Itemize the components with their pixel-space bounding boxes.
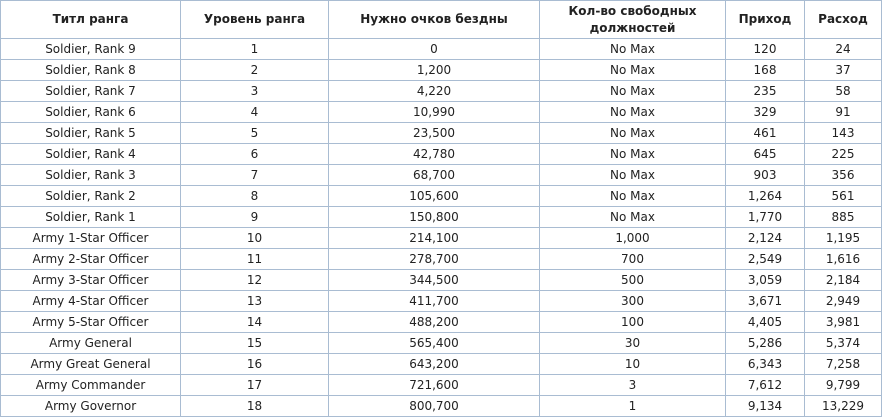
cell-income: 1,264 bbox=[726, 186, 805, 207]
cell-abyss-points: 214,100 bbox=[329, 228, 540, 249]
cell-income: 645 bbox=[726, 144, 805, 165]
table-row bbox=[1, 123, 882, 144]
cell-abyss-points: 1,200 bbox=[329, 60, 540, 81]
table-row bbox=[1, 207, 882, 228]
cell-expense: 2,949 bbox=[805, 291, 882, 312]
cell-rank-title: Army General bbox=[1, 333, 181, 354]
cell-free-positions: No Max bbox=[540, 207, 726, 228]
table-row bbox=[1, 396, 882, 417]
cell-rank-title: Army 3-Star Officer bbox=[1, 270, 181, 291]
cell-rank-level: 18 bbox=[181, 396, 329, 417]
table-header bbox=[1, 1, 882, 39]
table-row bbox=[1, 333, 882, 354]
cell-expense: 5,374 bbox=[805, 333, 882, 354]
cell-rank-title: Soldier, Rank 7 bbox=[1, 81, 181, 102]
cell-income: 6,343 bbox=[726, 354, 805, 375]
cell-expense: 356 bbox=[805, 165, 882, 186]
table-row bbox=[1, 165, 882, 186]
cell-income: 9,134 bbox=[726, 396, 805, 417]
cell-rank-title: Soldier, Rank 9 bbox=[1, 39, 181, 60]
cell-free-positions: No Max bbox=[540, 144, 726, 165]
cell-expense: 561 bbox=[805, 186, 882, 207]
cell-rank-title: Soldier, Rank 3 bbox=[1, 165, 181, 186]
cell-income: 120 bbox=[726, 39, 805, 60]
table-row bbox=[1, 291, 882, 312]
header-rank-title: Титл ранга bbox=[1, 1, 181, 39]
cell-income: 5,286 bbox=[726, 333, 805, 354]
cell-free-positions: 700 bbox=[540, 249, 726, 270]
cell-rank-level: 6 bbox=[181, 144, 329, 165]
cell-free-positions: No Max bbox=[540, 81, 726, 102]
cell-rank-level: 17 bbox=[181, 375, 329, 396]
cell-income: 3,059 bbox=[726, 270, 805, 291]
cell-free-positions: 1 bbox=[540, 396, 726, 417]
header-free-positions: Кол-во свободных должностей bbox=[540, 1, 726, 39]
cell-expense: 7,258 bbox=[805, 354, 882, 375]
cell-income: 329 bbox=[726, 102, 805, 123]
cell-rank-level: 12 bbox=[181, 270, 329, 291]
cell-rank-title: Army 5-Star Officer bbox=[1, 312, 181, 333]
cell-free-positions: No Max bbox=[540, 102, 726, 123]
cell-expense: 143 bbox=[805, 123, 882, 144]
header-expense: Расход bbox=[805, 1, 882, 39]
cell-rank-title: Army 2-Star Officer bbox=[1, 249, 181, 270]
cell-abyss-points: 4,220 bbox=[329, 81, 540, 102]
cell-rank-title: Soldier, Rank 8 bbox=[1, 60, 181, 81]
table-row bbox=[1, 354, 882, 375]
cell-rank-title: Soldier, Rank 1 bbox=[1, 207, 181, 228]
cell-expense: 24 bbox=[805, 39, 882, 60]
cell-income: 168 bbox=[726, 60, 805, 81]
table-row bbox=[1, 186, 882, 207]
cell-expense: 9,799 bbox=[805, 375, 882, 396]
table-row bbox=[1, 228, 882, 249]
header-income: Приход bbox=[726, 1, 805, 39]
cell-abyss-points: 10,990 bbox=[329, 102, 540, 123]
table-row bbox=[1, 60, 882, 81]
cell-abyss-points: 800,700 bbox=[329, 396, 540, 417]
cell-rank-level: 5 bbox=[181, 123, 329, 144]
cell-rank-title: Army 1-Star Officer bbox=[1, 228, 181, 249]
cell-income: 2,549 bbox=[726, 249, 805, 270]
cell-rank-title: Soldier, Rank 2 bbox=[1, 186, 181, 207]
cell-abyss-points: 42,780 bbox=[329, 144, 540, 165]
cell-abyss-points: 488,200 bbox=[329, 312, 540, 333]
cell-free-positions: 100 bbox=[540, 312, 726, 333]
cell-income: 4,405 bbox=[726, 312, 805, 333]
cell-rank-level: 16 bbox=[181, 354, 329, 375]
cell-income: 903 bbox=[726, 165, 805, 186]
cell-rank-level: 9 bbox=[181, 207, 329, 228]
cell-free-positions: No Max bbox=[540, 165, 726, 186]
cell-free-positions: No Max bbox=[540, 186, 726, 207]
cell-income: 2,124 bbox=[726, 228, 805, 249]
table-row bbox=[1, 270, 882, 291]
cell-rank-level: 15 bbox=[181, 333, 329, 354]
header-rank-level: Уровень ранга bbox=[181, 1, 329, 39]
cell-rank-level: 13 bbox=[181, 291, 329, 312]
table-row bbox=[1, 375, 882, 396]
cell-free-positions: 10 bbox=[540, 354, 726, 375]
table-row bbox=[1, 102, 882, 123]
cell-free-positions: 3 bbox=[540, 375, 726, 396]
cell-rank-title: Army Great General bbox=[1, 354, 181, 375]
cell-rank-title: Soldier, Rank 4 bbox=[1, 144, 181, 165]
table-body bbox=[1, 39, 882, 417]
cell-free-positions: 500 bbox=[540, 270, 726, 291]
cell-expense: 3,981 bbox=[805, 312, 882, 333]
cell-abyss-points: 344,500 bbox=[329, 270, 540, 291]
cell-free-positions: No Max bbox=[540, 60, 726, 81]
table-row bbox=[1, 39, 882, 60]
cell-rank-level: 4 bbox=[181, 102, 329, 123]
cell-income: 461 bbox=[726, 123, 805, 144]
cell-abyss-points: 68,700 bbox=[329, 165, 540, 186]
cell-abyss-points: 411,700 bbox=[329, 291, 540, 312]
table-row bbox=[1, 249, 882, 270]
cell-rank-title: Army Governor bbox=[1, 396, 181, 417]
cell-expense: 225 bbox=[805, 144, 882, 165]
cell-rank-title: Soldier, Rank 6 bbox=[1, 102, 181, 123]
cell-abyss-points: 23,500 bbox=[329, 123, 540, 144]
cell-rank-level: 3 bbox=[181, 81, 329, 102]
cell-expense: 58 bbox=[805, 81, 882, 102]
cell-rank-level: 10 bbox=[181, 228, 329, 249]
cell-free-positions: 300 bbox=[540, 291, 726, 312]
cell-rank-title: Soldier, Rank 5 bbox=[1, 123, 181, 144]
table-row bbox=[1, 81, 882, 102]
cell-rank-level: 7 bbox=[181, 165, 329, 186]
header-abyss-points: Нужно очков бездны bbox=[329, 1, 540, 39]
cell-expense: 91 bbox=[805, 102, 882, 123]
cell-free-positions: 1,000 bbox=[540, 228, 726, 249]
cell-expense: 1,195 bbox=[805, 228, 882, 249]
cell-rank-level: 2 bbox=[181, 60, 329, 81]
cell-expense: 37 bbox=[805, 60, 882, 81]
cell-income: 1,770 bbox=[726, 207, 805, 228]
cell-rank-level: 11 bbox=[181, 249, 329, 270]
table-row bbox=[1, 312, 882, 333]
cell-expense: 1,616 bbox=[805, 249, 882, 270]
cell-rank-level: 14 bbox=[181, 312, 329, 333]
cell-free-positions: No Max bbox=[540, 123, 726, 144]
cell-abyss-points: 565,400 bbox=[329, 333, 540, 354]
cell-rank-level: 1 bbox=[181, 39, 329, 60]
cell-abyss-points: 0 bbox=[329, 39, 540, 60]
cell-rank-title: Army Commander bbox=[1, 375, 181, 396]
cell-income: 3,671 bbox=[726, 291, 805, 312]
cell-expense: 2,184 bbox=[805, 270, 882, 291]
cell-abyss-points: 643,200 bbox=[329, 354, 540, 375]
cell-rank-level: 8 bbox=[181, 186, 329, 207]
cell-rank-title: Army 4-Star Officer bbox=[1, 291, 181, 312]
cell-income: 235 bbox=[726, 81, 805, 102]
table-row bbox=[1, 144, 882, 165]
cell-abyss-points: 150,800 bbox=[329, 207, 540, 228]
cell-abyss-points: 105,600 bbox=[329, 186, 540, 207]
cell-expense: 13,229 bbox=[805, 396, 882, 417]
header-row bbox=[1, 1, 882, 39]
cell-income: 7,612 bbox=[726, 375, 805, 396]
cell-abyss-points: 278,700 bbox=[329, 249, 540, 270]
cell-expense: 885 bbox=[805, 207, 882, 228]
cell-free-positions: 30 bbox=[540, 333, 726, 354]
cell-free-positions: No Max bbox=[540, 39, 726, 60]
cell-abyss-points: 721,600 bbox=[329, 375, 540, 396]
